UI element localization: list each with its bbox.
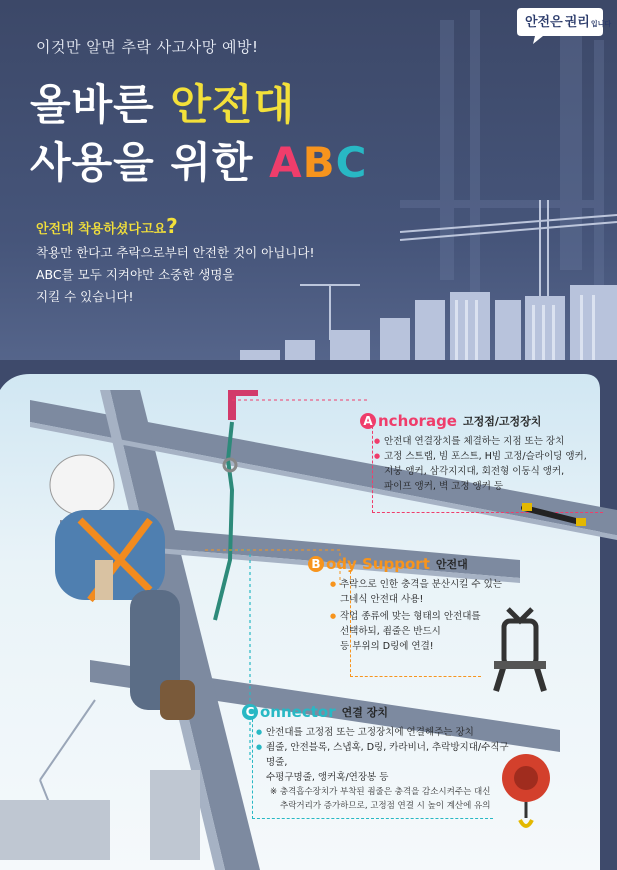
logo-text: 안전은 권리입니다: [525, 15, 612, 30]
body-support-item: ● 작업 종류에 맞는 형태의 안전대를: [330, 609, 508, 624]
body-support-item-cont: 그네식 안전대 사용!: [340, 594, 424, 605]
connector-item: ● 안전대를 고정점 또는 고정장치에 연결해주는 장치: [256, 725, 517, 740]
anchorage-item: ● 고정 스트랩, 빔 포스트, H빔 고정/슬라이딩 앵커,: [374, 449, 610, 464]
title-line-1: [30, 72, 295, 132]
anchorage-item-cont: 지붕 앵커, 삼각지지대, 회전형 이동식 앵커,: [384, 466, 565, 477]
campaign-logo: [513, 6, 612, 46]
connector-word: onnector: [260, 703, 336, 721]
title-letter-c: C: [335, 138, 368, 187]
connector-ko-label: 연결 장치: [341, 706, 388, 719]
title-letter-a: A: [269, 138, 303, 187]
connector-item-cont: 수평구명줄, 앵커훅/연장봉 등: [266, 772, 389, 783]
anchorage-word: nchorage: [378, 412, 457, 430]
connector-note: ※ 충격흡수장치가 부착된 죔줄은 충격을 감소시켜주는 대신: [270, 787, 491, 797]
anchorage-section: [360, 412, 610, 494]
question-heading: [36, 214, 178, 238]
letter-badge-c: C: [242, 704, 258, 720]
logo-badge-icon: [513, 6, 612, 46]
title-part: 사용을 위한: [30, 138, 270, 187]
intro-line: 지킬 수 있습니다!: [36, 289, 134, 304]
connector-item: ● 죔줄, 안전블록, 스냅훅, D링, 카라비너, 추락방지대/수직구명줄,: [256, 740, 517, 770]
retractable-block-icon: [500, 748, 555, 833]
connector-section: [242, 703, 517, 813]
title-letter-b: B: [302, 138, 336, 187]
anchorage-item: ● 안전대 연결장치를 체결하는 지점 또는 장치: [374, 434, 610, 449]
connector-note: 추락거리가 증가하므로, 고정점 연결 시 높이 계산에 유의: [280, 801, 491, 811]
body-support-word: ody Support: [326, 555, 430, 573]
title-line-2: [30, 130, 367, 190]
body-support-heading: [308, 555, 508, 573]
body-support-item: ● 추락으로 인한 충격을 분산시킬 수 있는: [330, 577, 508, 592]
letter-badge-a: A: [360, 413, 376, 429]
question-mark: ?: [166, 214, 178, 238]
city-skyline-illustration: [0, 0, 617, 400]
harness-icon: [490, 605, 550, 695]
body-support-section: [308, 555, 508, 654]
intro-line: 착용만 한다고 추락으로부터 안전한 것이 아닙니다!: [36, 245, 315, 260]
connector-heading: [242, 703, 517, 721]
anchorage-ko-label: 고정점/고정장치: [462, 415, 542, 428]
intro-text: [36, 242, 326, 308]
title-highlight: 안전대: [170, 80, 296, 129]
letter-badge-b: B: [308, 556, 324, 572]
title-part: 올바른: [30, 80, 171, 129]
body-support-ko-label: 안전대: [435, 558, 468, 571]
anchor-strap-icon: [520, 500, 590, 530]
body-support-item-cont: 등 부위의 D링에 연결!: [340, 641, 434, 652]
anchorage-item-cont: 파이프 앵커, 벽 고정 앵커 등: [384, 481, 504, 492]
body-support-item-cont: 선택하되, 죔줄은 반드시: [340, 626, 441, 637]
question-text: 안전대 착용하셨다고요: [36, 222, 167, 237]
header-background: [0, 0, 617, 400]
intro-line: ABC를 모두 지켜야만 소중한 생명을: [36, 267, 235, 282]
anchorage-heading: [360, 412, 610, 430]
subheadline: 이것만 알면 추락 사고사망 예방!: [36, 38, 259, 56]
